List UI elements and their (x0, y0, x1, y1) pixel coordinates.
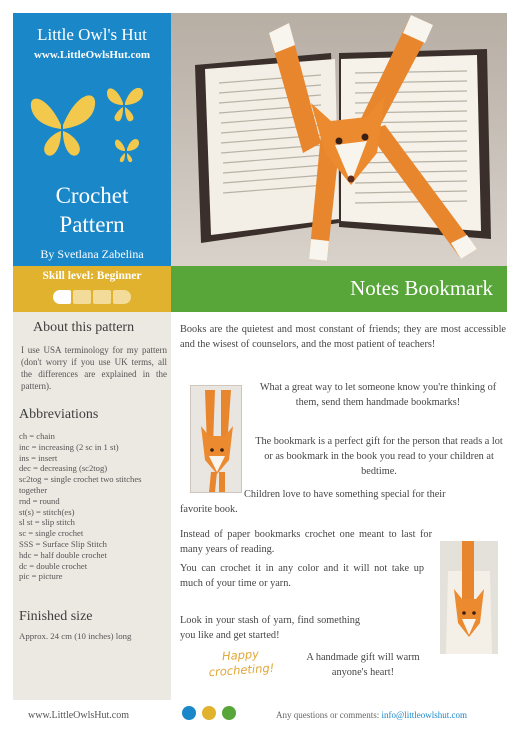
bookmark-in-book-photo (440, 541, 498, 654)
paper-bookmarks-paragraph: Instead of paper bookmarks crochet one meant to last for many years of reading. (180, 529, 432, 555)
butterfly-small-icon (115, 139, 139, 162)
abbreviation-item: rnd = round (19, 495, 60, 506)
pattern-type-title: Crochet Pattern (55, 183, 129, 237)
abbreviation-item: st(s) = stitch(es) (19, 506, 75, 517)
pattern-title: Notes Bookmark (350, 276, 493, 300)
skill-level-indicator (53, 290, 133, 304)
abbreviation-item: sc = single crochet (19, 528, 84, 539)
skill-segment-empty (73, 290, 91, 304)
footer-color-dots (182, 706, 242, 720)
finished-size-text: Approx. 24 cm (10 inches) long (19, 631, 132, 641)
skill-level-bar (13, 266, 171, 312)
gift-paragraph: What a great way to let someone know you're thinking of them, send them handmade bookmarks! (259, 382, 497, 408)
author-name: By Svetlana Zabelina (40, 247, 144, 261)
about-text: I use USA terminology for my pattern (don't worry if you use UK terms, all the differences are explained in the pattern). (21, 345, 167, 391)
abbreviation-item: sc2tog = single crochet two stitches together (19, 474, 142, 495)
about-heading: About this pattern (33, 320, 135, 335)
happy-crocheting-note: Happy crocheting! (208, 646, 275, 680)
brand-panel (13, 13, 171, 266)
abbreviation-item: ch = chain (19, 431, 55, 441)
skill-level-label: Skill level: Beginner (42, 270, 142, 282)
butterflies-logo (27, 77, 157, 177)
brand-url[interactable]: www.LittleOwlsHut.com (33, 49, 151, 61)
abbreviation-item: SSS = Surface Slip Stitch (19, 538, 107, 549)
butterfly-medium-icon (107, 88, 143, 121)
abbreviation-item: pic = picture (19, 571, 63, 582)
contact-email-link[interactable]: info@littleowlshut.com (381, 710, 468, 720)
abbreviation-item: dec = decreasing (sc2tog) (19, 463, 108, 474)
intro-paragraph: Books are the quietest and most constant of friends; they are most accessible and the wisest of counselors, and the most patient of teachers! (180, 324, 506, 350)
skill-segment-filled (53, 290, 71, 304)
closing-paragraph: A handmade gift will warm anyone's heart! (306, 652, 420, 678)
skill-segment-empty (113, 290, 131, 304)
footer-website-link[interactable]: www.LittleOwlsHut.com (28, 710, 130, 721)
info-sidebar (13, 312, 171, 700)
footer-dot (202, 706, 216, 720)
finished-size-heading: Finished size (19, 609, 93, 624)
footer-contact (276, 710, 467, 720)
footer-dot (182, 706, 196, 720)
abbreviation-item: ins = insert (19, 452, 58, 463)
children-paragraph: Children love to have something special for their favorite book. (180, 489, 446, 515)
title-bar (171, 266, 507, 312)
perfect-gift-paragraph: The bookmark is a perfect gift for the person that reads a lot or as bookmark in the book you read to your children at bedtime. (255, 436, 503, 477)
abbreviation-item: sl st = slip stitch (19, 517, 75, 528)
abbreviation-item: hdc = half double crochet (19, 549, 107, 560)
any-color-paragraph: You can crochet it in any color and it will not take up much of your time or yarn. (180, 563, 424, 589)
bookmark-photo (171, 13, 507, 266)
skill-segment-empty (93, 290, 111, 304)
abbreviations-heading: Abbreviations (19, 407, 99, 422)
brand-name: Little Owl's Hut (37, 25, 147, 44)
bookmark-thumbnail-photo (190, 385, 242, 493)
abbreviations-list (19, 431, 169, 582)
fox-in-book-image (440, 541, 498, 654)
fox-thumbnail-image (191, 386, 242, 493)
contact-label: Any questions or comments: (276, 710, 380, 720)
footer-dot (222, 706, 236, 720)
abbreviation-item: dc = double crochet (19, 560, 88, 571)
stash-paragraph: Look in your stash of yarn, find something you like and get started! (180, 615, 360, 641)
abbreviation-item: inc = increasing (2 sc in 1 st) (19, 441, 119, 452)
butterfly-large-icon (31, 95, 95, 155)
